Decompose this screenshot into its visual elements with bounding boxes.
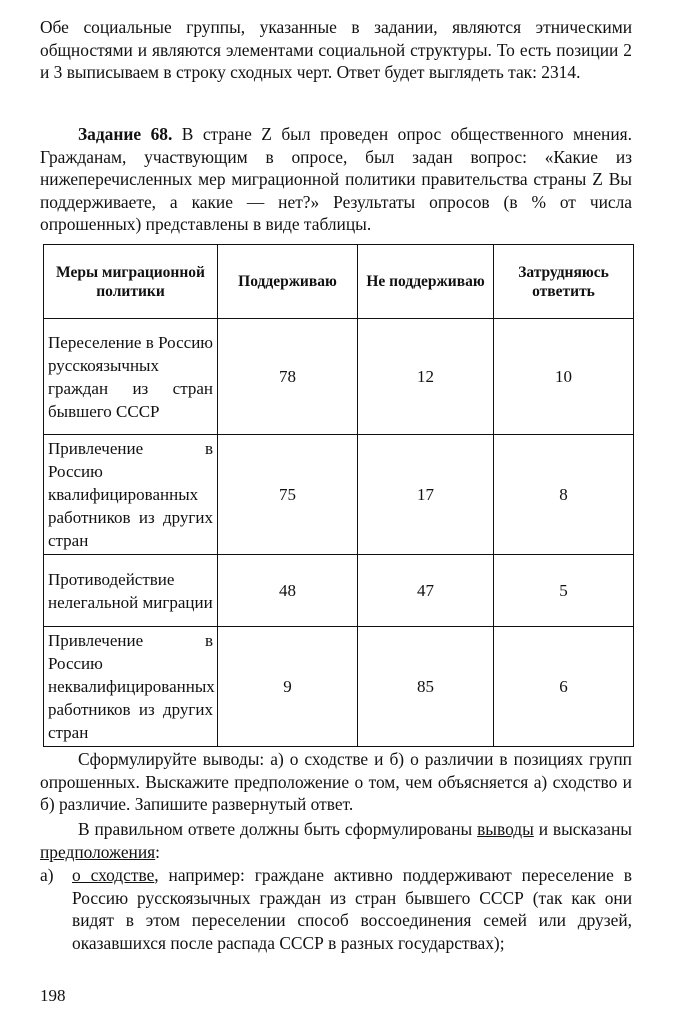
header-undecided: Затрудняюсь ответить xyxy=(494,245,634,319)
undecided-cell: 6 xyxy=(494,627,634,747)
answer-intro-mid: и высказаны xyxy=(533,819,632,839)
answer-intro-pre: В правильном ответе должны быть сформулированы xyxy=(78,819,478,839)
support-cell: 9 xyxy=(218,627,358,747)
table-row xyxy=(44,555,634,627)
oppose-cell: 47 xyxy=(358,555,494,627)
measure-cell: Противодействие нелегальной миграции xyxy=(44,555,218,627)
header-oppose: Не поддерживаю xyxy=(358,245,494,319)
support-cell: 75 xyxy=(218,435,358,555)
measure-cell: Переселение в Россию русскоязычных граждан из стран бывшего СССР xyxy=(44,319,218,435)
answer-item-marker: а) xyxy=(40,865,54,885)
task-paragraph xyxy=(40,123,632,236)
page-number: 198 xyxy=(40,986,66,1005)
answer-intro-post: : xyxy=(155,841,161,862)
measure-cell: Привлечение в Россию неквалифицированных работников из других стран xyxy=(44,627,218,747)
support-cell: 78 xyxy=(218,319,358,435)
instruction-paragraph: Сформулируйте выводы: а) о сходстве и б) о различии в позициях групп опрошенных. Выскажите предположение о том, чем объясняется а) сходство и б) различие. Запишите развернутый ответ. xyxy=(40,749,632,814)
oppose-cell: 85 xyxy=(358,627,494,747)
answer-item xyxy=(40,864,632,954)
support-cell: 48 xyxy=(218,555,358,627)
undecided-cell: 8 xyxy=(494,435,634,555)
undecided-cell: 10 xyxy=(494,319,634,435)
table-header-row xyxy=(44,245,634,319)
task-label: Задание 68. xyxy=(78,124,173,144)
header-support: Поддерживаю xyxy=(218,245,358,319)
answer-intro-conclusions: выводы xyxy=(477,819,534,839)
header-measure: Меры миграционной политики xyxy=(44,245,218,319)
answer-intro-paragraph xyxy=(40,818,632,863)
table-row xyxy=(44,319,634,435)
answer-intro-assumptions: предположения xyxy=(40,841,156,862)
intro-paragraph: Обе социальные группы, указанные в задании, являются этническими общностями и являются элементами социальной структуры. То есть позиции 2 и 3 выписываем в строку сходных черт. Ответ будет выглядеть так: 2314. xyxy=(40,17,632,82)
oppose-cell: 17 xyxy=(358,435,494,555)
oppose-cell: 12 xyxy=(358,319,494,435)
survey-table xyxy=(43,244,634,747)
answer-item-text: , например: граждане активно поддерживают переселение в Россию русскоязычных граждан из стран бывшего СССР (так как они видят в этом переселении способ воссоединения семей или друзей, оказавшихся после распада СССР в разных государствах); xyxy=(72,865,632,953)
undecided-cell: 5 xyxy=(494,555,634,627)
answer-item-body xyxy=(72,864,632,954)
table-row xyxy=(44,627,634,747)
answer-item-heading: о сходстве xyxy=(72,865,155,885)
measure-cell: Привлечение в Россию квалифицированных работников из других стран xyxy=(44,435,218,555)
task-text: В стране Z был проведен опрос общественного мнения. Гражданам, участвующим в опросе, был задан вопрос: «Какие из нижеперечисленных мер миграционной политики правительства страны Z Вы поддерживаете, а какие — нет?» Результаты опросов (в % от числа опрошенных) представлены в виде таблицы. xyxy=(40,124,633,234)
table-row xyxy=(44,435,634,555)
